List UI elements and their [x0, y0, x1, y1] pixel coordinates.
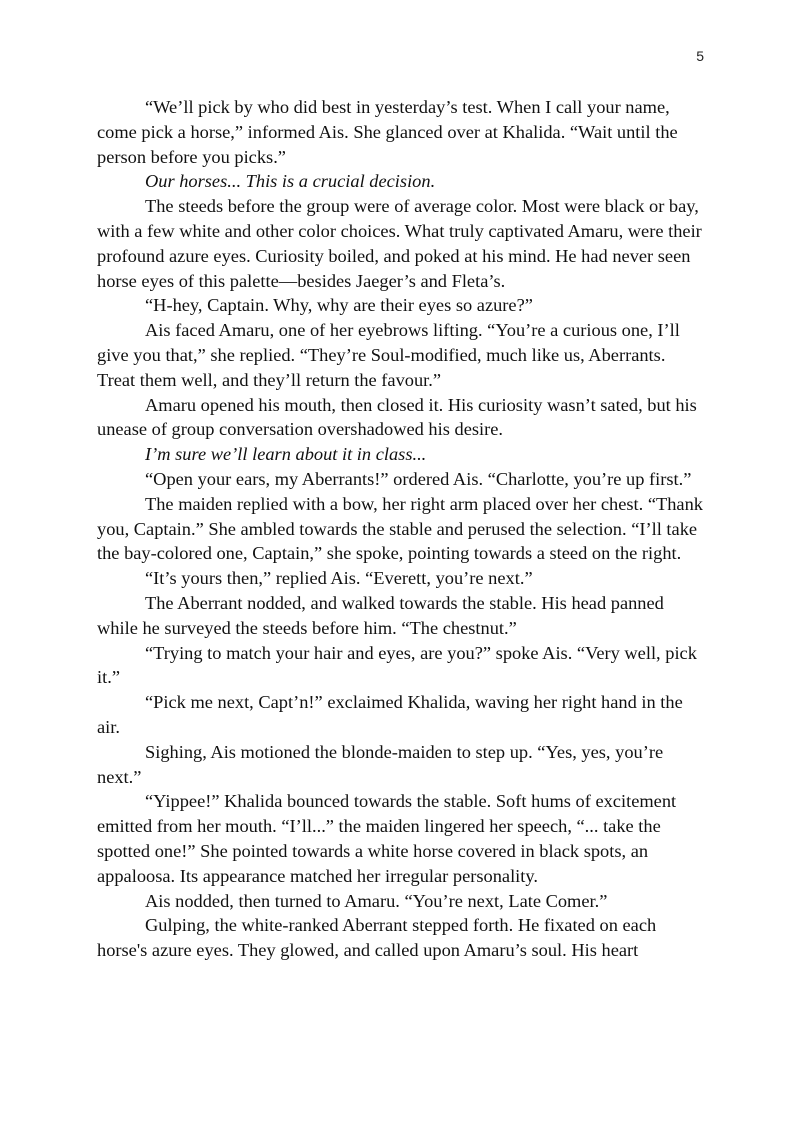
- paragraph: “Trying to match your hair and eyes, are you?” spoke Ais. “Very well, pick it.”: [97, 642, 697, 688]
- paragraph: Amaru opened his mouth, then closed it. His curiosity wasn’t sated, but his unease of group conversation overshadowed his desire.: [97, 394, 697, 440]
- page-number: 5: [696, 48, 704, 64]
- paragraph: I’m sure we’ll learn about it in class...: [145, 444, 427, 465]
- paragraph: “We’ll pick by who did best in yesterday’s test. When I call your name, come pick a horse,” informed Ais. She glanced over at Khalida. “Wait until the person before you picks.”: [97, 97, 678, 167]
- paragraph: “Yippee!” Khalida bounced towards the stable. Soft hums of excitement emitted from her mouth. “I’ll...” the maiden lingered her speech, “... take the spotted one!” She pointed towards a white horse covered in black spots, an appaloosa. Its appearance matched her irregular personality.: [97, 791, 677, 886]
- text-body: [97, 95, 707, 963]
- paragraph: “H-hey, Captain. Why, why are their eyes so azure?”: [145, 295, 533, 316]
- paragraph: The Aberrant nodded, and walked towards the stable. His head panned while he surveyed the steeds before him. “The chestnut.”: [97, 592, 664, 638]
- paragraph: Ais faced Amaru, one of her eyebrows lifting. “You’re a curious one, I’ll give you that,” she replied. “They’re Soul-modified, much like us, Aberrants. Treat them well, and they’ll return the favour.”: [97, 320, 680, 390]
- paragraph: “It’s yours then,” replied Ais. “Everett, you’re next.”: [145, 568, 533, 589]
- paragraph: “Open your ears, my Aberrants!” ordered Ais. “Charlotte, you’re up first.”: [145, 468, 692, 489]
- paragraph: The maiden replied with a bow, her right arm placed over her chest. “Thank you, Captain.” She ambled towards the stable and perused the selection. “I’ll take the bay-colored one, Captain,” she spoke, pointing towards a steed on the right.: [97, 493, 703, 564]
- paragraph: Gulping, the white-ranked Aberrant stepped forth. He fixated on each horse's azure eyes. They glowed, and called upon Amaru’s soul. His heart: [97, 915, 657, 961]
- paragraph: “Pick me next, Capt’n!” exclaimed Khalida, waving her right hand in the air.: [97, 692, 683, 737]
- paragraph: Our horses... This is a crucial decision.: [145, 171, 436, 192]
- paragraph: Sighing, Ais motioned the blonde-maiden to step up. “Yes, yes, you’re next.”: [97, 741, 664, 787]
- paragraph: Ais nodded, then turned to Amaru. “You’re next, Late Comer.”: [145, 890, 608, 911]
- paragraph: The steeds before the group were of average color. Most were black or bay, with a few white and other color choices. What truly captivated Amaru, were their profound azure eyes. Curiosity boiled, and poked at his mind. He had never seen horse eyes of this palette—besides Jaeger’s and Fleta’s.: [97, 196, 702, 291]
